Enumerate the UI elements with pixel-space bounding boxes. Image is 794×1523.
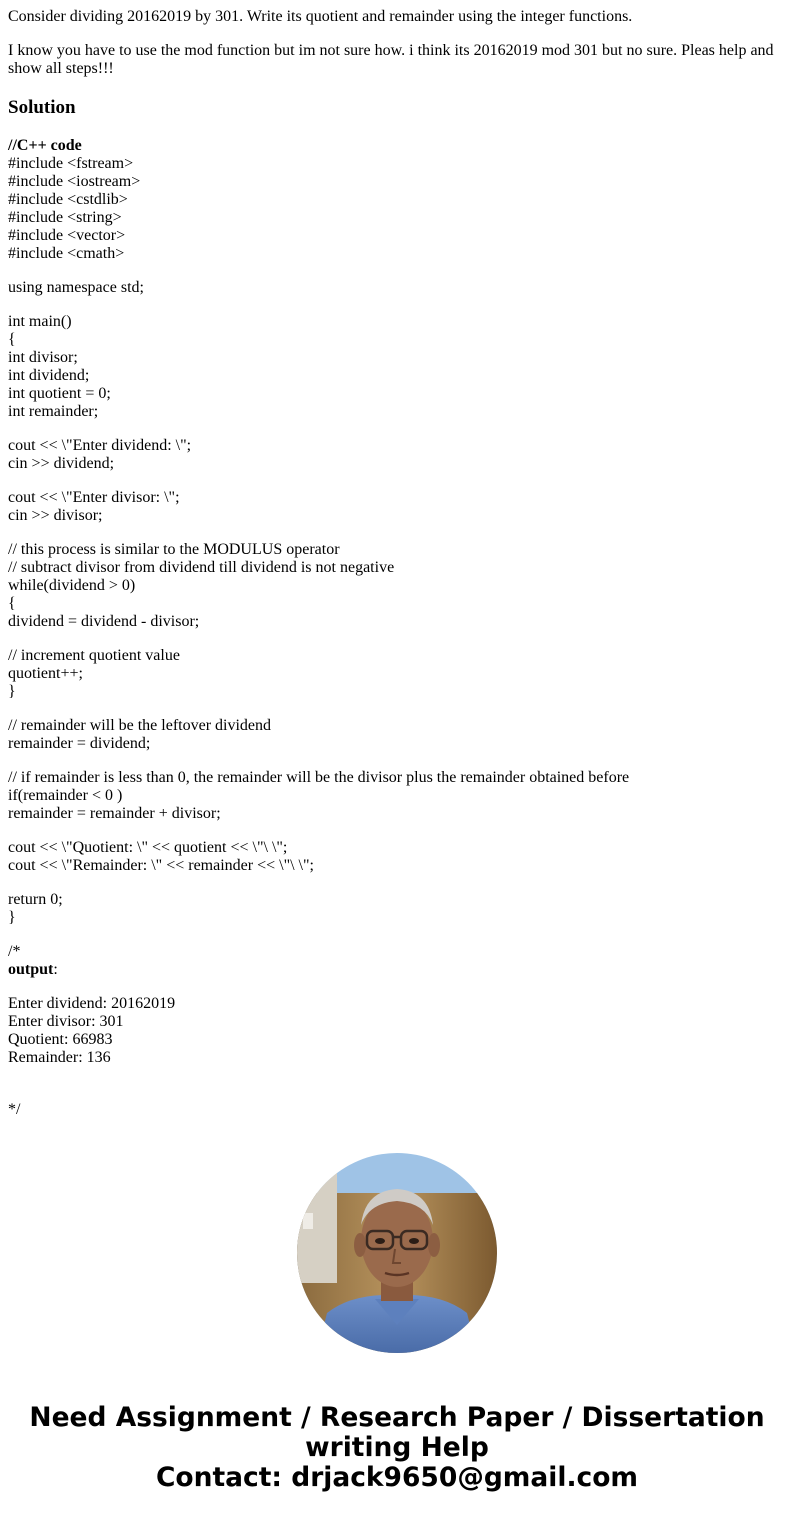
code-line: while(dividend > 0) xyxy=(8,577,136,594)
code-line: #include <cmath> xyxy=(8,245,125,262)
code-line: } xyxy=(8,683,16,700)
code-line: int divisor; xyxy=(8,349,78,366)
question-body: I know you have to use the mod function but im not sure how. i think its 20162019 mod 301 but no sure. Pleas help and show all steps!!! xyxy=(8,42,774,77)
output-line: Enter divisor: 301 xyxy=(8,1013,124,1030)
code-line: if(remainder < 0 ) xyxy=(8,787,123,804)
code-line: // increment quotient value xyxy=(8,647,180,664)
code-label: //C++ code xyxy=(8,137,82,154)
code-line: remainder = remainder + divisor; xyxy=(8,805,221,822)
code-line: dividend = dividend - divisor; xyxy=(8,613,200,630)
code-line: #include <cstdlib> xyxy=(8,191,128,208)
code-line: using namespace std; xyxy=(8,279,144,296)
code-line: cin >> dividend; xyxy=(8,455,115,472)
code-return xyxy=(8,891,63,927)
code-line: cin >> divisor; xyxy=(8,507,103,524)
avatar-portrait xyxy=(297,1153,497,1353)
code-line: cout << \"Enter divisor: \"; xyxy=(8,489,180,506)
code-line: // remainder will be the leftover dividend xyxy=(8,717,272,734)
code-input-dividend xyxy=(8,437,191,473)
comment-open: /* xyxy=(8,943,21,960)
code-line: int quotient = 0; xyxy=(8,385,111,402)
code-line: #include <vector> xyxy=(8,227,126,244)
output-comment-open xyxy=(8,943,58,979)
output-label-line xyxy=(8,961,58,979)
output-label: output xyxy=(8,961,54,978)
code-line: int main() xyxy=(8,313,72,330)
code-declarations xyxy=(8,313,111,421)
code-loop xyxy=(8,541,394,631)
code-line: #include <string> xyxy=(8,209,122,226)
code-line: // subtract divisor from dividend till dividend is not negative xyxy=(8,559,395,576)
output-line: Remainder: 136 xyxy=(8,1049,111,1066)
promo-line-1: Need Assignment / Research Paper / Dissertation xyxy=(29,1402,765,1433)
code-line: } xyxy=(8,909,16,926)
output-line: Enter dividend: 20162019 xyxy=(8,995,176,1012)
code-line: cout << \"Enter dividend: \"; xyxy=(8,437,192,454)
promo-contact: Contact: drjack9650@gmail.com xyxy=(155,1462,639,1493)
code-line: // this process is similar to the MODULUS operator xyxy=(8,541,340,558)
code-remainder xyxy=(8,717,271,753)
code-line: return 0; xyxy=(8,891,63,908)
code-line: int remainder; xyxy=(8,403,99,420)
promo-footer xyxy=(0,1403,794,1493)
code-loop-increment xyxy=(8,647,180,701)
code-print xyxy=(8,839,314,875)
code-line: { xyxy=(8,331,16,348)
comment-close: */ xyxy=(8,1101,21,1118)
code-line: { xyxy=(8,595,16,612)
code-namespace xyxy=(8,279,144,297)
code-input-divisor xyxy=(8,489,180,525)
code-line: // if remainder is less than 0, the remainder will be the divisor plus the remainder obtained before xyxy=(8,769,630,786)
solution-heading: Solution xyxy=(8,97,76,118)
output-comment-close xyxy=(8,1101,20,1119)
code-header xyxy=(8,137,140,263)
output-line: Quotient: 66983 xyxy=(8,1031,113,1048)
code-line: cout << \"Quotient: \" << quotient << \"\ \"; xyxy=(8,839,288,856)
code-line: quotient++; xyxy=(8,665,83,682)
output-colon: : xyxy=(53,961,58,978)
code-line: #include <fstream> xyxy=(8,155,134,172)
question-title: Consider dividing 20162019 by 301. Write its quotient and remainder using the integer functions. xyxy=(8,8,633,25)
author-avatar xyxy=(297,1153,497,1353)
code-line: remainder = dividend; xyxy=(8,735,151,752)
code-line: #include <iostream> xyxy=(8,173,141,190)
code-line: int dividend; xyxy=(8,367,90,384)
promo-line-2: writing Help xyxy=(305,1432,489,1463)
code-line: cout << \"Remainder: \" << remainder << \"\ \"; xyxy=(8,857,314,874)
code-negative-check xyxy=(8,769,629,823)
output-lines xyxy=(8,995,175,1067)
